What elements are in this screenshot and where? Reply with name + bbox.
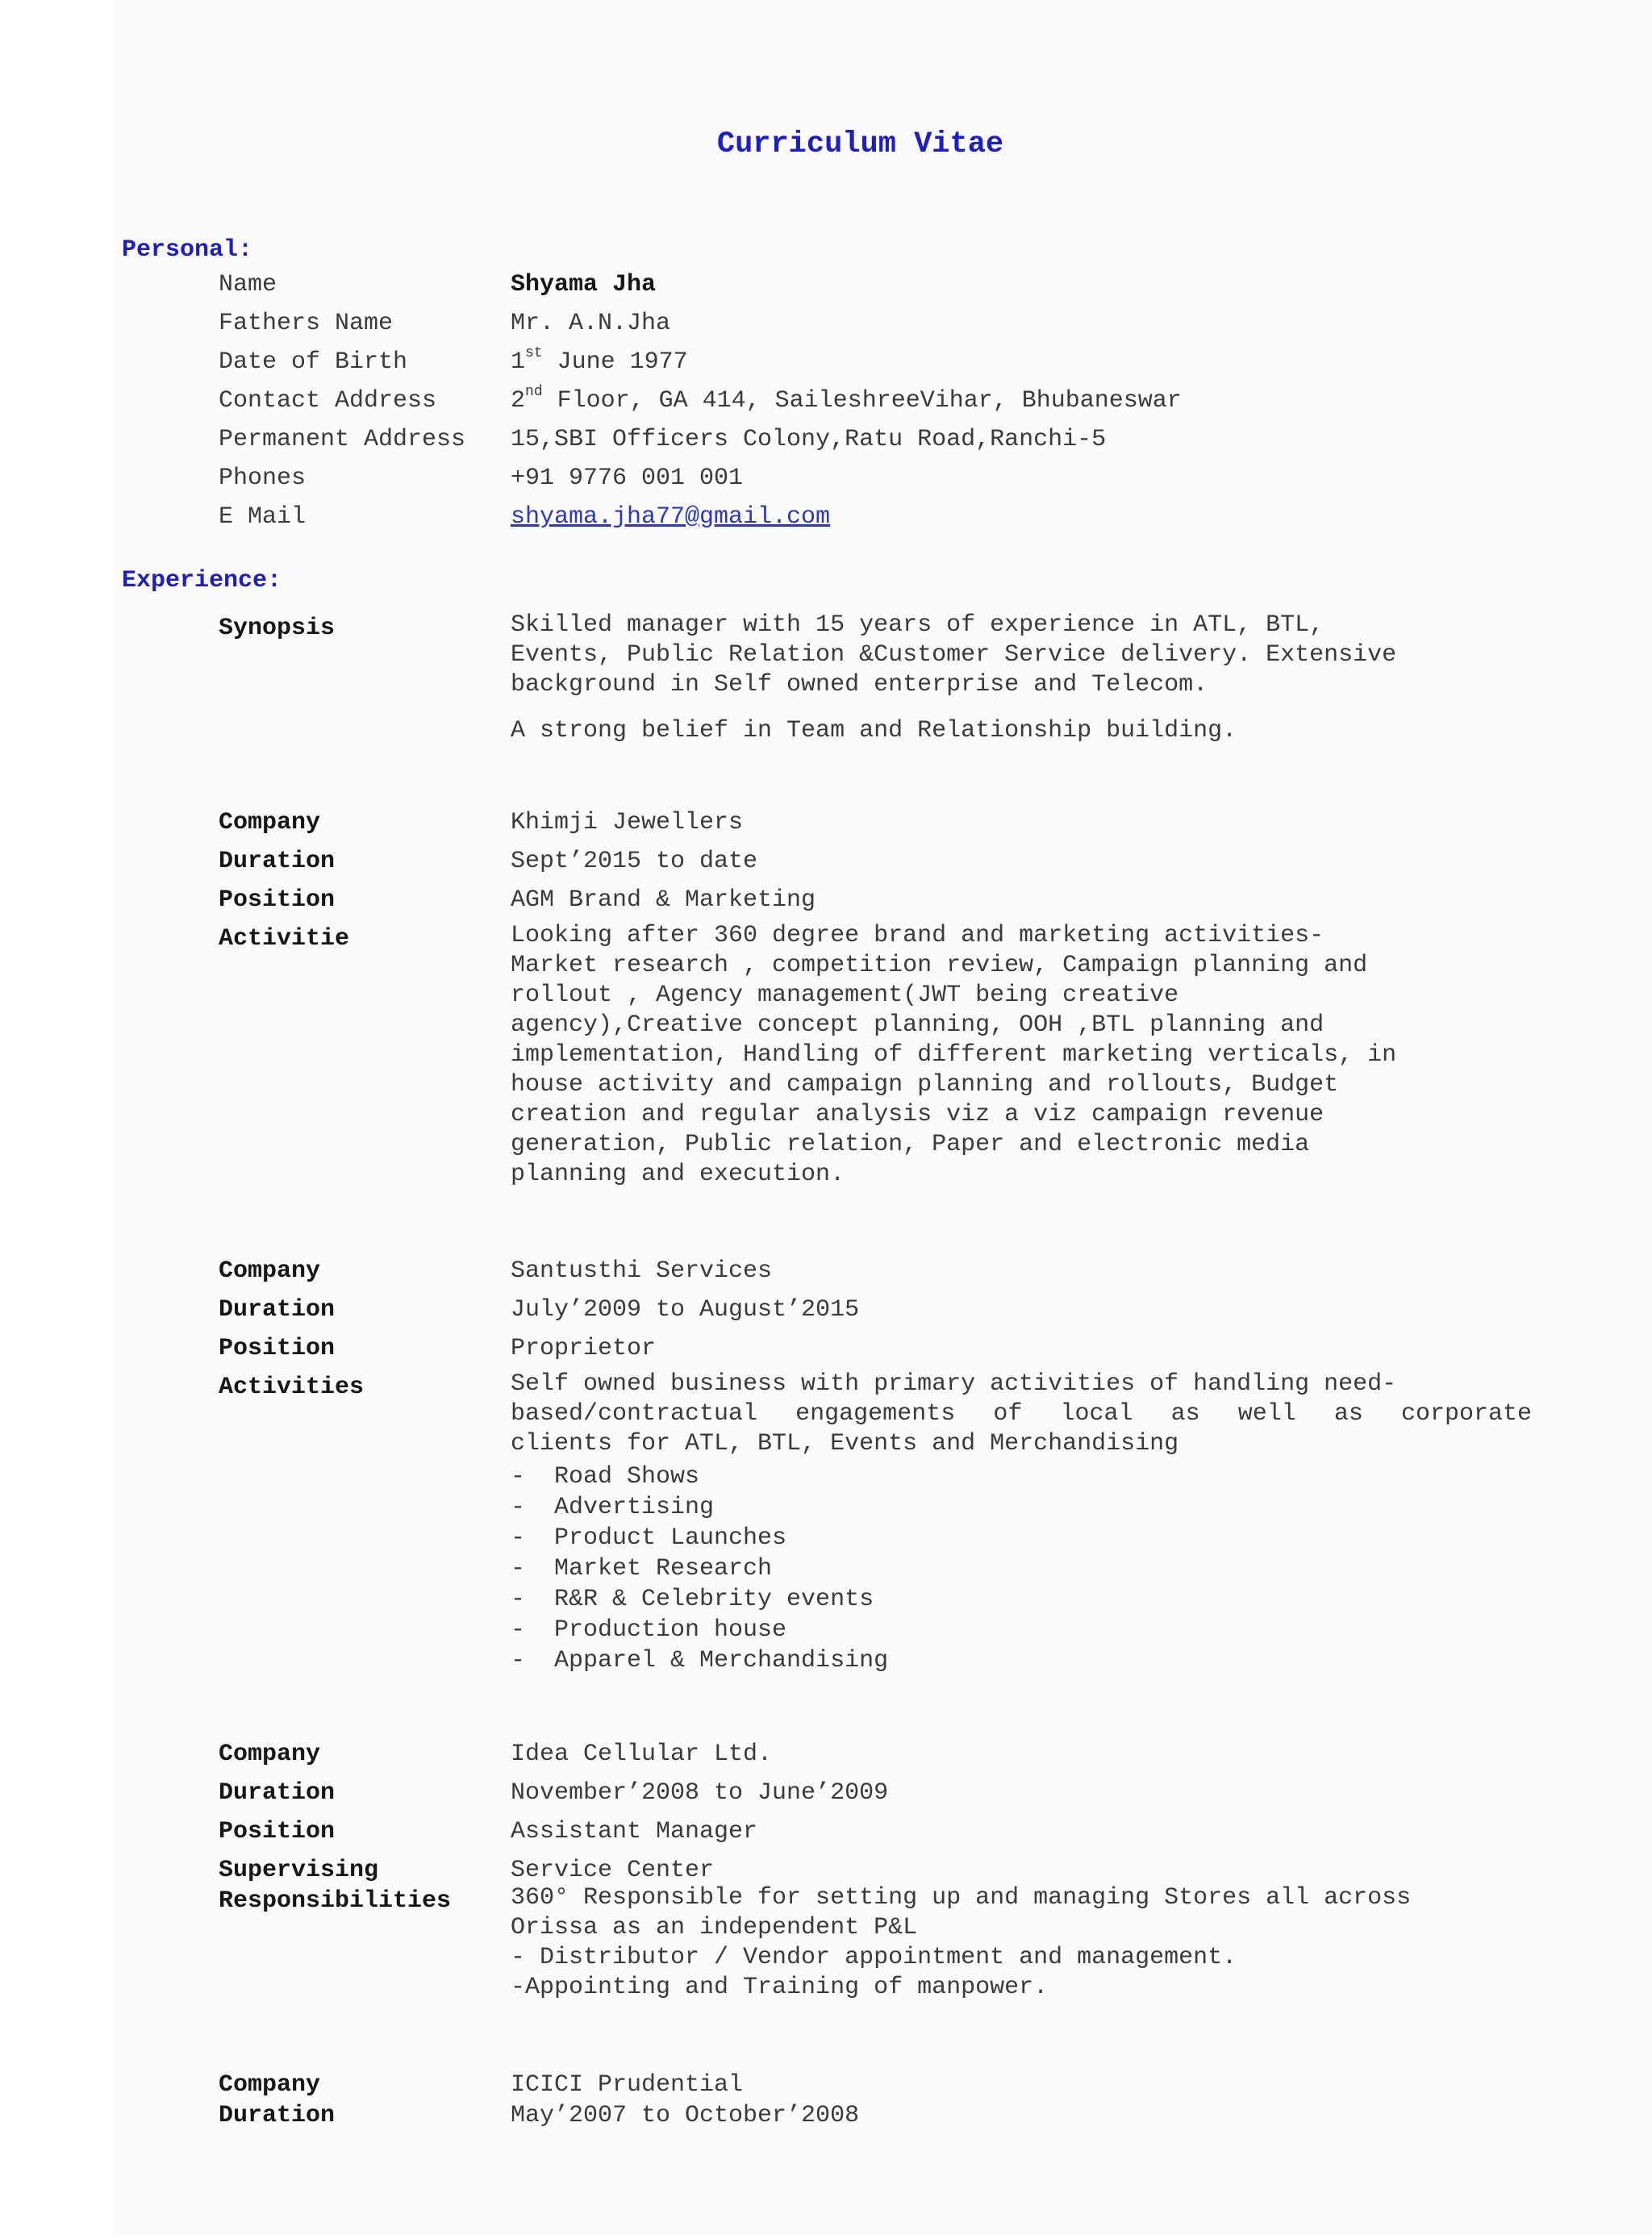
name-value: Shyama Jha [511, 271, 657, 298]
father-label: Fathers Name [219, 310, 394, 337]
email-label: E Mail [219, 503, 307, 531]
job2-duration-label: Duration [219, 1296, 336, 1324]
job3-duration: November’2008 to June’2009 [511, 1779, 889, 1807]
job3-responsibilities-label: Responsibilities [219, 1887, 452, 1915]
job2-bullet: - Advertising [511, 1494, 715, 1521]
dob-value: 1st June 1977 [511, 345, 688, 376]
personal-heading: Personal: [122, 236, 253, 264]
job3-company: Idea Cellular Ltd. [511, 1741, 773, 1768]
phones-label: Phones [219, 465, 307, 492]
synopsis-text: Skilled manager with 15 years of experience in ATL, BTL, Events, Public Relation &Customer Service delivery. Extensive background in Self owned enterprise and Telecom. [511, 611, 1397, 698]
experience-heading: Experience: [122, 567, 282, 594]
name-label: Name [219, 271, 277, 298]
job1-position-label: Position [219, 886, 336, 914]
permanent-label: Permanent Address [219, 426, 466, 453]
job3-supervising-label: Supervising [219, 1857, 379, 1884]
job2-company: Santusthi Services [511, 1257, 773, 1285]
job2-activities-label: Activities [219, 1374, 365, 1401]
job3-company-label: Company [219, 1741, 321, 1768]
job3-supervising: Service Center [511, 1857, 715, 1884]
job2-activities: Self owned business with primary activities of handling need- based/contractual engagements of local as well as corporate clients for ATL, BTL, Events and Merchandising [511, 1370, 1532, 1457]
phones-value: +91 9776 001 001 [511, 465, 744, 492]
job3-position: Assistant Manager [511, 1818, 758, 1845]
job2-duration: July’2009 to August’2015 [511, 1296, 860, 1324]
job4-company-label: Company [219, 2071, 321, 2099]
job2-bullet: - Product Launches [511, 1524, 787, 1552]
contact-value: 2nd Floor, GA 414, SaileshreeVihar, Bhubaneswar [511, 384, 1182, 415]
job3-duration-label: Duration [219, 1779, 336, 1807]
father-value: Mr. A.N.Jha [511, 310, 671, 337]
job4-company: ICICI Prudential [511, 2071, 744, 2099]
job1-company-label: Company [219, 809, 321, 836]
job4-duration-label: Duration [219, 2102, 336, 2129]
job2-bullet: - Production house [511, 1616, 787, 1644]
dob-label: Date of Birth [219, 348, 408, 376]
job2-bullet: - Road Shows [511, 1463, 700, 1491]
job1-company: Khimji Jewellers [511, 809, 744, 836]
permanent-value: 15,SBI Officers Colony,Ratu Road,Ranchi-5 [511, 426, 1107, 453]
job1-activities-label: Activitie [219, 925, 350, 953]
job3-responsibilities: 360° Responsible for setting up and managing Stores all across Orissa as an independent P&L - Distributor / Vendor appointment and management. -Appointing and Training of manpower. [511, 1884, 1412, 2001]
job2-company-label: Company [219, 1257, 321, 1285]
synopsis-label: Synopsis [219, 615, 336, 642]
job2-position: Proprietor [511, 1335, 657, 1362]
job3-position-label: Position [219, 1818, 336, 1845]
synopsis-extra: A strong belief in Team and Relationship building. [511, 717, 1237, 744]
job4-duration: May’2007 to October’2008 [511, 2102, 860, 2129]
job1-activities: Looking after 360 degree brand and marketing activities- Market research , competition review, Campaign planning and rollout , Agency management(JWT being creative agency),Creative concept planning, OOH ,BTL planning and implementation, Handling of different marketing verticals, in house activity and campaign planning and rollouts, Budget creation and regular analysis viz a viz campaign revenue generation, Public relation, Paper and electronic media planning and execution. [511, 922, 1397, 1188]
job1-duration: Sept’2015 to date [511, 848, 758, 875]
job1-position: AGM Brand & Marketing [511, 886, 816, 914]
job2-position-label: Position [219, 1335, 336, 1362]
document-title: Curriculum Vitae [716, 127, 1004, 161]
job2-bullet: - R&R & Celebrity events [511, 1586, 874, 1613]
email-link[interactable]: shyama.jha77@gmail.com [511, 503, 831, 531]
contact-label: Contact Address [219, 387, 437, 415]
job2-bullet: - Apparel & Merchandising [511, 1647, 889, 1674]
job1-duration-label: Duration [219, 848, 336, 875]
job2-bullet: - Market Research [511, 1555, 773, 1582]
